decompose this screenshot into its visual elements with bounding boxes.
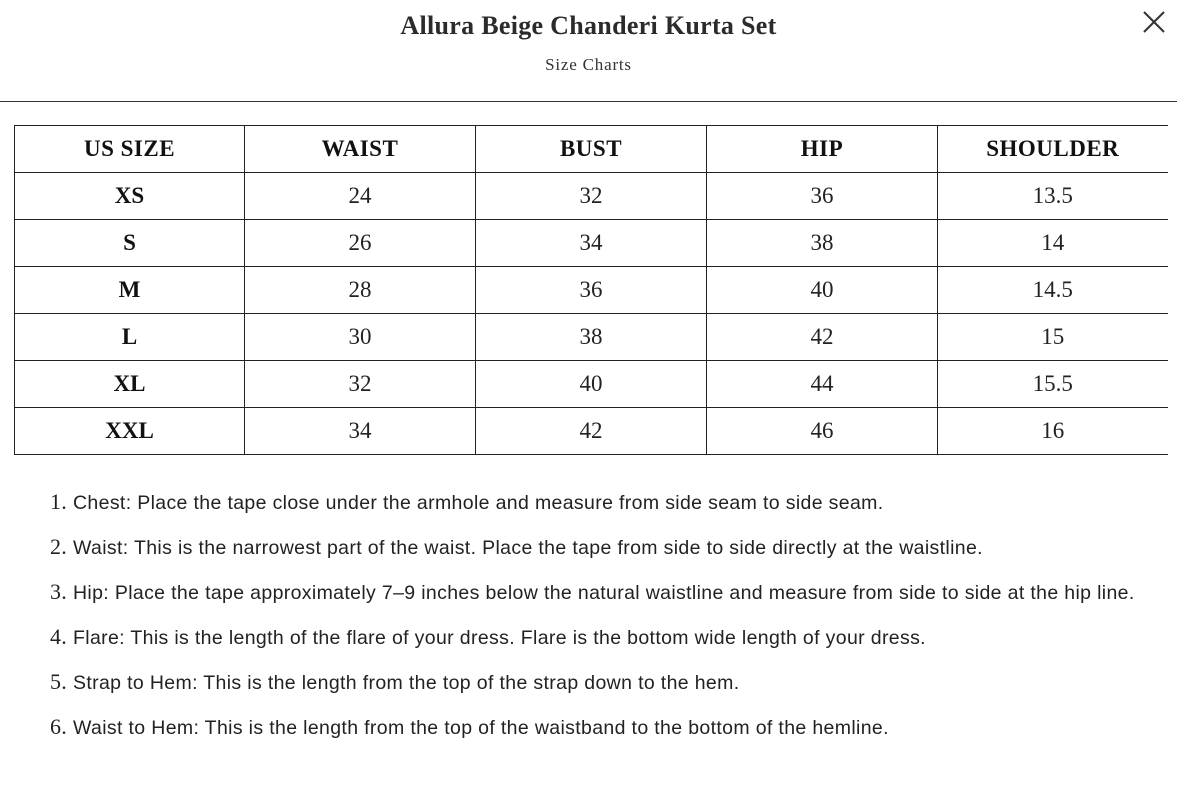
shoulder-cell: 16 [938,408,1168,455]
size-cell: M [15,267,245,314]
close-button[interactable] [1140,8,1168,36]
note-strap-to-hem: 5. Strap to Hem: This is the length from the top of the strap down to the hem. [73,660,1163,705]
note-hip: 3. Hip: Place the tape approximately 7–9 inches below the natural waistline and measure from side to side at the hip line. [73,570,1163,615]
column-header-bust: BUST [476,126,707,173]
bust-cell: 38 [476,314,707,361]
size-cell: XL [15,361,245,408]
table-header-row [15,126,1168,173]
shoulder-cell: 15.5 [938,361,1168,408]
modal-header [0,0,1177,102]
bust-cell: 36 [476,267,707,314]
column-header-hip: HIP [707,126,938,173]
waist-cell: 32 [245,361,476,408]
size-cell: L [15,314,245,361]
waist-cell: 26 [245,220,476,267]
table-row [15,220,1168,267]
bust-cell: 40 [476,361,707,408]
table-row [15,361,1168,408]
size-cell: XXL [15,408,245,455]
hip-cell: 40 [707,267,938,314]
shoulder-cell: 13.5 [938,173,1168,220]
table-row [15,173,1168,220]
waist-cell: 24 [245,173,476,220]
hip-cell: 42 [707,314,938,361]
shoulder-cell: 15 [938,314,1168,361]
page-subtitle: Size Charts [545,55,632,74]
size-cell: XS [15,173,245,220]
table-row [15,267,1168,314]
size-chart-table [14,125,1168,455]
bust-cell: 32 [476,173,707,220]
table-row [15,314,1168,361]
note-waist: 2. Waist: This is the narrowest part of the waist. Place the tape from side to side directly at the waistline. [73,525,1163,570]
hip-cell: 36 [707,173,938,220]
table-row [15,408,1168,455]
measurement-notes-list [0,480,1163,750]
hip-cell: 38 [707,220,938,267]
shoulder-cell: 14.5 [938,267,1168,314]
size-cell: S [15,220,245,267]
waist-cell: 28 [245,267,476,314]
page-title: Allura Beige Chanderi Kurta Set [400,11,777,40]
shoulder-cell: 14 [938,220,1168,267]
waist-cell: 30 [245,314,476,361]
column-header-us-size: US SIZE [15,126,245,173]
hip-cell: 46 [707,408,938,455]
note-flare: 4. Flare: This is the length of the flare of your dress. Flare is the bottom wide length of your dress. [73,615,1163,660]
column-header-shoulder: SHOULDER [938,126,1168,173]
waist-cell: 34 [245,408,476,455]
bust-cell: 42 [476,408,707,455]
note-chest: 1. Chest: Place the tape close under the armhole and measure from side seam to side seam. [73,480,1163,525]
column-header-waist: WAIST [245,126,476,173]
note-waist-to-hem: 6. Waist to Hem: This is the length from the top of the waistband to the bottom of the hemline. [73,705,1163,750]
bust-cell: 34 [476,220,707,267]
close-icon [1140,8,1168,36]
hip-cell: 44 [707,361,938,408]
